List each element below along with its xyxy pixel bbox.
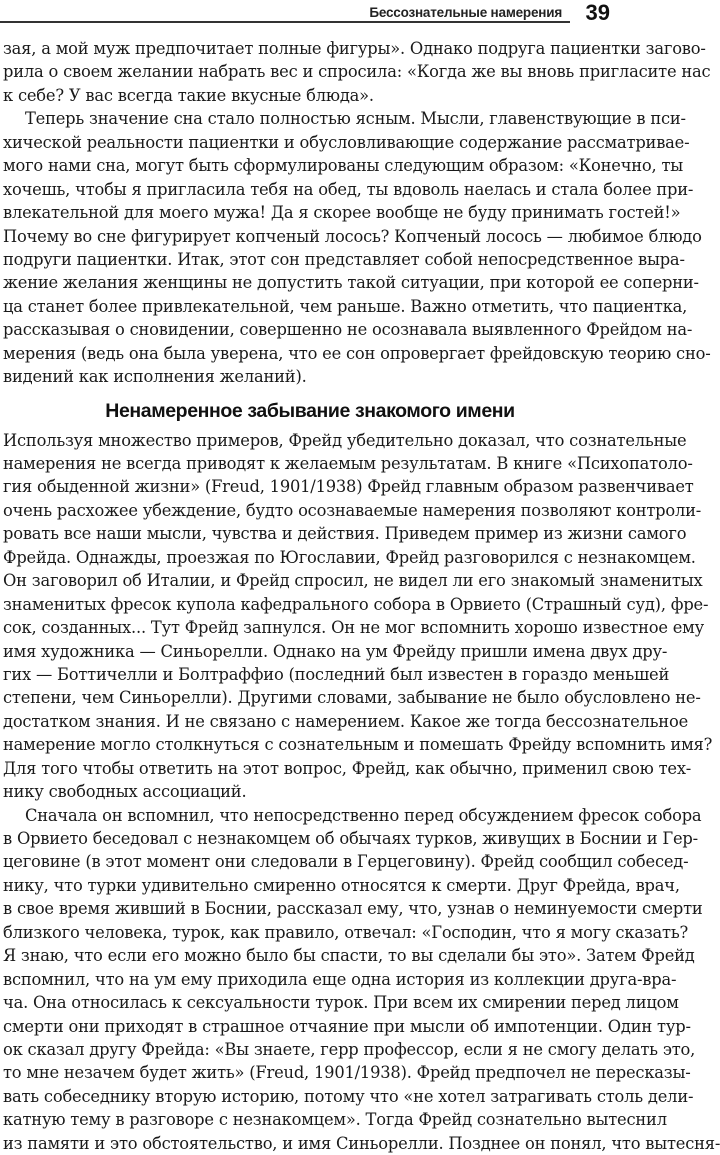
text-line: из памяти и это обстоятельство, и имя Синьорелли. Позднее он понял, что вытесня- <box>3 1133 720 1153</box>
running-head <box>0 0 620 28</box>
text-line: ча. Она относилась к сексуальности турок. При всем их смирении перед лицом <box>3 993 679 1013</box>
text-line: Сначала он вспомнил, что непосредственно перед обсуждением фресок собора <box>25 805 702 825</box>
text-line: близкого человека, турок, как правило, отвечал: «Господин, что я могу сказать? <box>3 922 689 942</box>
text-line: ца станет более привлекательной, чем раньше. Важно отметить, что пациентка, <box>3 296 688 316</box>
text-line: Теперь значение сна стало полностью ясным. Мысли, главенствующие в пси- <box>25 109 686 129</box>
text-line: мого нами сна, могут быть сформулированы следующим образом: «Конечно, ты <box>3 156 684 176</box>
body-text <box>3 37 720 1155</box>
text-line: гия обыденной жизни» (Freud, 1901/1938) Фрейд главным образом развенчивает <box>3 477 694 497</box>
text-line: смерти они приходят в страшное отчаяние при мысли об импотенции. Один тур- <box>3 1016 691 1036</box>
paragraph <box>3 37 711 107</box>
text-line: в Орвието беседовал с незнакомцем об обычаях турков, живущих в Боснии и Гер- <box>3 829 698 848</box>
text-line: подруги пациентки. Итак, этот сон представляет собой непосредственное выра- <box>3 249 685 269</box>
text-line: Для того чтобы ответить на этот вопрос, Фрейд, как обычно, применил свою тех- <box>3 758 692 778</box>
text-line: ровать все наши мысли, чувства и действия. Приведем пример из жизни самого <box>3 524 687 544</box>
text-line: зая, а мой муж предпочитает полные фигуры». Однако подруга пациентки загово- <box>3 39 706 58</box>
text-line: очень расхожее убеждение, будто осознаваемые намерения позволяют контроли- <box>3 500 702 520</box>
text-line: видений как исполнения желаний). <box>3 367 307 387</box>
text-line: нику свободных ассоциаций. <box>3 782 247 802</box>
text-line: намерения не всегда приводят к желаемым результатам. В книге «Психопатоло- <box>3 454 693 473</box>
section-heading: Ненамеренное забывание знакомого имени <box>105 399 515 422</box>
text-line: ок сказал другу Фрейда: «Вы знаете, герр профессор, если я не смогу делать это, <box>3 1039 696 1059</box>
text-line: рила о своем желании набрать вес и спросила: «Когда же вы вновь пригласите нас <box>3 62 711 82</box>
text-line: в свое время живший в Боснии, рассказал ему, что, узнав о неминуемости смерти <box>3 899 703 919</box>
text-line: цеговине (в этот момент они следовали в Герцеговину). Фрейд сообщил собесед- <box>3 852 689 872</box>
text-line: Фрейда. Однажды, проезжая по Югославии, Фрейд разговорился с незнакомцем. <box>3 547 696 567</box>
paragraph <box>3 107 711 388</box>
text-line: катную тему в разговоре с незнакомцем». Тогда Фрейд сознательно вытеснил <box>3 1110 667 1130</box>
text-line: Почему во сне фигурирует копченый лосось? Копченый лосось — любимое блюдо <box>3 226 702 246</box>
text-line: вспомнил, что на ум ему приходила еще одна история из коллекции друга-вра- <box>3 969 677 989</box>
text-line: степени, чем Синьорелли). Другими словами, забывание не было обусловлено не- <box>3 688 701 708</box>
text-line: рассказывая о сновидении, совершенно не осознавала выявленного Фрейдом на- <box>3 320 693 340</box>
text-line: хической реальности пациентки и обусловливающие содержание рассматривае- <box>3 132 690 152</box>
text-line: хочешь, чтобы я пригласила тебя на обед, ты вдоволь наелась и стала более при- <box>3 179 694 199</box>
text-line: намерение могло столкнуться с сознательным и помешать Фрейду вспомнить имя? <box>3 735 713 755</box>
text-line: жение желания женщины не допустить такой ситуации, при которой ее соперни- <box>3 273 699 293</box>
text-line: то мне незачем будет жить» (Freud, 1901/1938). Фрейд предпочел не пересказы- <box>3 1063 691 1083</box>
text-line: сок, созданных... Тут Фрейд запнулся. Он не мог вспомнить хорошо известное ему <box>3 618 705 638</box>
text-line: гих — Боттичелли и Болтраффио (последний был известен в гораздо меньшей <box>3 664 670 684</box>
text-line: знаменитых фресок купола кафедрального собора в Орвието (Страшный суд), фре- <box>3 594 709 614</box>
text-line: вать собеседнику вторую историю, потому что «не хотел затрагивать столь дели- <box>3 1086 694 1106</box>
paragraph <box>3 429 713 804</box>
text-line: Используя множество примеров, Фрейд убедительно доказал, что сознательные <box>3 430 687 450</box>
page-number: 39 <box>585 0 610 25</box>
text-line: влекательной для моего мужа! Да я скорее вообще не буду принимать гостей!» <box>3 203 681 223</box>
text-line: нику, что турки удивительно смиренно относятся к смерти. Друг Фрейда, врач, <box>3 875 680 895</box>
text-line: мерения (ведь она была уверена, что ее сон опровергает фрейдовскую теорию сно- <box>3 343 711 363</box>
header-rule <box>0 21 570 23</box>
text-line: достатком знания. И не связано с намерением. Какое же тогда бессознательное <box>3 711 688 731</box>
running-head-title: Бессознательные намерения <box>369 5 562 20</box>
paragraph <box>3 804 720 1155</box>
text-line: Он заговорил об Италии, и Фрейд спросил, не видел ли его знакомый знаменитых <box>3 571 703 591</box>
text-line: Я знаю, что если его можно было бы спасти, то вы сделали бы это». Затем Фрейд <box>3 946 695 966</box>
text-line: имя художника — Синьорелли. Однако на ум Фрейду пришли имена двух дру- <box>3 641 668 661</box>
text-line: к себе? У вас всегда такие вкусные блюда». <box>3 85 374 105</box>
